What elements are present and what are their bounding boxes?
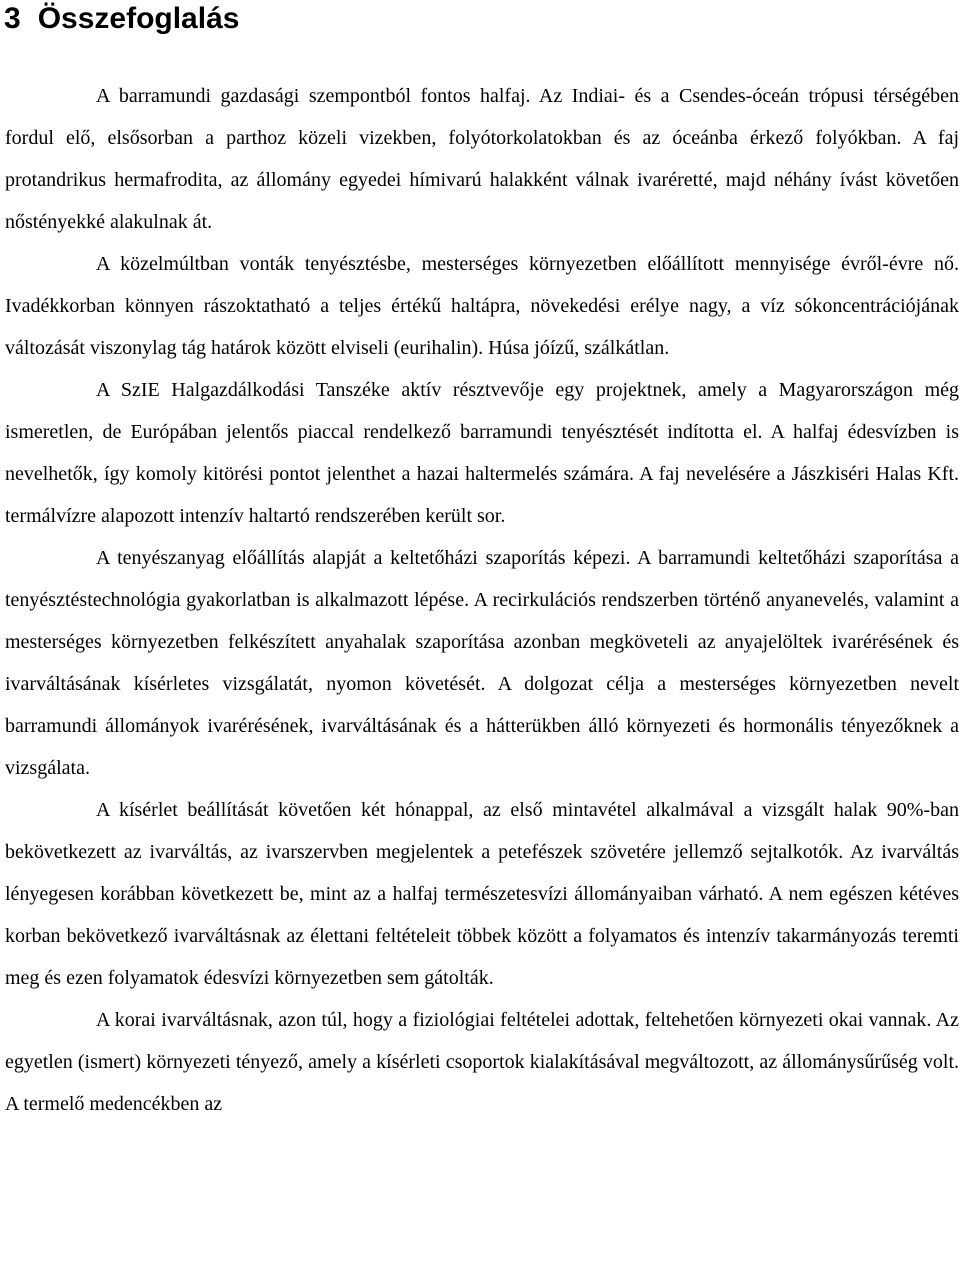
- document-body: [5, 75, 959, 1125]
- paragraph-5: A kísérlet beállítását követően két hónappal, az első mintavétel alkalmával a vizsgált halak 90%-ban bekövetkezett az ivarváltás, az ivarszervben megjelentek a petefészek szövetére jellemző sejtalkotók. Az ivarváltás lényegesen korábban következett be, mint az a halfaj természetesvízi állományaiban várható. A nem egészen kétéves korban bekövetkező ivarváltásnak az élettani feltételeit többek között a folyamatos és intenzív takarmányozás teremti meg és ezen folyamatok édesvízi környezetben sem gátolták.: [5, 799, 959, 989]
- paragraph-6: A korai ivarváltásnak, azon túl, hogy a fiziológiai feltételei adottak, feltehetően környezeti okai vannak. Az egyetlen (ismert) környezeti tényező, amely a kísérleti csoportok kialakításával megváltozott, az állománysűrűség volt. A termelő medencékben az: [5, 1009, 959, 1115]
- paragraph-1: A barramundi gazdasági szempontból fontos halfaj. Az Indiai- és a Csendes-óceán trópusi térségében fordul elő, elsősorban a parthoz közeli vizekben, folyótorkolatokban és az óceánba érkező folyókban. A faj protandrikus hermafrodita, az állomány egyedei hímivarú halakként válnak ivaréretté, majd néhány ívást követően nőstényekké alakulnak át.: [5, 85, 959, 233]
- section-number: 3: [4, 2, 21, 35]
- paragraph-3: A SzIE Halgazdálkodási Tanszéke aktív résztvevője egy projektnek, amely a Magyarországon még ismeretlen, de Európában jelentős piaccal rendelkező barramundi tenyésztését indította el. A halfaj édesvízben is nevelhetők, így komoly kitörési pontot jelenthet a hazai haltermelés számára. A faj nevelésére a Jászkiséri Halas Kft. termálvízre alapozott intenzív haltartó rendszerében került sor.: [5, 379, 959, 527]
- paragraph-2: A közelmúltban vonták tenyésztésbe, mesterséges környezetben előállított mennyisége évről-évre nő. Ivadékkorban könnyen rászoktatható a teljes értékű haltápra, növekedési erélye nagy, a víz sókoncentrációjának változását viszonylag tág határok között elviseli (eurihalin). Húsa jóízű, szálkátlan.: [5, 253, 959, 359]
- section-heading: [4, 0, 239, 39]
- paragraph-4: A tenyészanyag előállítás alapját a keltetőházi szaporítás képezi. A barramundi keltetőházi szaporítása a tenyésztéstechnológia gyakorlatban is alkalmazott lépése. A recirkulációs rendszerben történő anyanevelés, valamint a mesterséges környezetben felkészített anyahalak szaporítása azonban megköveteli az anyajelöltek ivarérésének és ivarváltásának kísérletes vizsgálatát, nyomon követését. A dolgozat célja a mesterséges környezetben nevelt barramundi állományok ivarérésének, ivarváltásának és a hátterükben álló környezeti és hormonális tényezőknek a vizsgálata.: [5, 547, 959, 779]
- section-title: Összefoglalás: [37, 2, 240, 35]
